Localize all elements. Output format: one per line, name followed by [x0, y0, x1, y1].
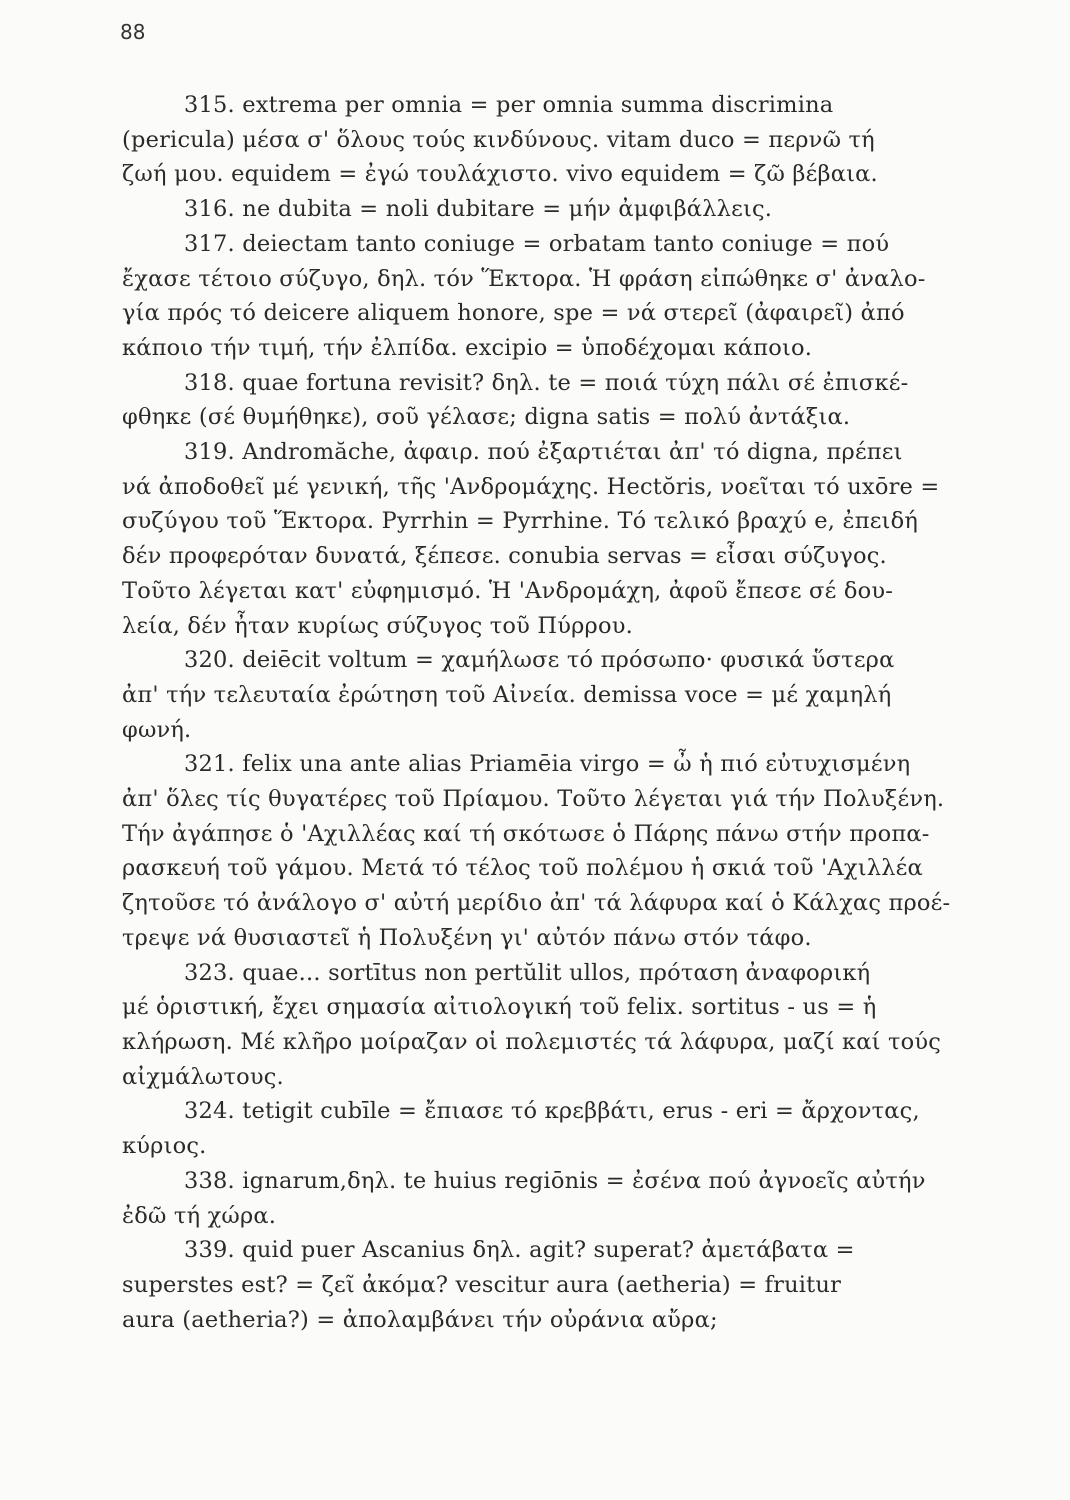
text-line: 323. quae... sortītus non pertŭlit ullos, πρόταση ἀναφορική — [184, 959, 871, 986]
text-line: κλήρωση. Μέ κλῆρο μοίραζαν οἱ πολεμιστές τά λάφυρα, μαζί καί τούς — [122, 1028, 942, 1055]
text-line: ἀπ' τήν τελευταία ἐρώτηση τοῦ Αἰνεία. demissa voce = μέ χαμηλή — [122, 681, 892, 708]
text-line: φθηκε (σέ θυμήθηκε), σοῦ γέλασε; digna satis = πολύ ἀντάξια. — [122, 404, 851, 431]
text-line: (pericula) μέσα σ' ὅλους τούς κινδύνους. vitam duco = περνῶ τή — [122, 126, 875, 153]
text-line: νά ἀποδοθεῖ μέ γενική, τῆς 'Ανδρομάχης. Hectŏris, νοεῖται τό uxōre = — [122, 473, 940, 500]
text-line: ἐδῶ τή χώρα. — [122, 1202, 277, 1229]
text-line: Τοῦτο λέγεται κατ' εὐφημισμό. Ἡ 'Ανδρομάχη, ἀφοῦ ἔπεσε σέ δου- — [122, 577, 893, 604]
commentary-text — [122, 88, 1009, 1337]
text-line: τρεψε νά θυσιαστεῖ ἡ Πολυξένη γι' αὐτόν πάνω στόν τάφο. — [122, 924, 812, 951]
text-line: λεία, δέν ἦταν κυρίως σύζυγος τοῦ Πύρρου. — [122, 612, 633, 639]
page-number: 88 — [120, 20, 146, 44]
text-line: 320. deiēcit voltum = χαμήλωσε τό πρόσωπο· φυσικά ὕστερα — [184, 647, 895, 674]
text-line: ἔχασε τέτοιο σύζυγο, δηλ. τόν Ἕκτορα. Ἡ φράση εἰπώθηκε σ' ἀναλο- — [122, 265, 926, 292]
text-line: 319. Andromăche, ἀφαιρ. πού ἐξαρτιέται ἀπ' τό digna, πρέπει — [184, 439, 903, 466]
text-line: ζωή μου. equidem = ἐγώ τουλάχιστο. vivo equidem = ζῶ βέβαια. — [122, 161, 878, 188]
text-line: αἰχμάλωτους. — [122, 1063, 284, 1090]
text-line: δέν προφερόταν δυνατά, ξέπεσε. conubia servas = εἶσαι σύζυγος. — [122, 543, 887, 570]
text-line: aura (aetheria?) = ἀπολαμβάνει τήν οὐράνια αὔρα; — [122, 1306, 718, 1333]
text-line: 317. deiectam tanto coniuge = orbatam tanto coniuge = πού — [184, 230, 890, 257]
text-line: 318. quae fortuna revisit? δηλ. te = ποιά τύχη πάλι σέ ἐπισκέ- — [184, 369, 909, 396]
text-line: 316. ne dubita = noli dubitare = μήν ἀμφιβάλλεις. — [184, 196, 773, 223]
text-line: 315. extrema per omnia = per omnia summa discrimina — [184, 92, 834, 118]
text-line: κάποιο τήν τιμή, τήν ἐλπίδα. excipio = ὑποδέχομαι κάποιο. — [122, 334, 813, 361]
text-line: συζύγου τοῦ Ἕκτορα. Pyrrhin = Pyrrhine. Τό τελικό βραχύ e, ἐπειδή — [122, 508, 919, 535]
text-line: κύριος. — [122, 1133, 207, 1160]
text-line: μέ ὁριστική, ἔχει σημασία αἰτιολογική τοῦ felix. sortitus - us = ἡ — [122, 994, 877, 1021]
text-line: superstes est? = ζεῖ ἀκόμα? vescitur aura (aetheria) = fruitur — [122, 1271, 842, 1298]
text-line: 338. ignarum,δηλ. te huius regiōnis = ἐσένα πού ἀγνοεῖς αὐτήν — [184, 1167, 926, 1194]
text-line: 339. quid puer Ascanius δηλ. agit? superat? ἀμετάβατα = — [184, 1237, 855, 1264]
text-line: ἀπ' ὅλες τίς θυγατέρες τοῦ Πρίαμου. Τοῦτο λέγεται γιά τήν Πολυξένη. — [122, 786, 945, 813]
text-line: 321. felix una ante alias Priamēia virgo = ὦ ἡ πιό εὐτυχισμένη — [184, 751, 911, 778]
text-line: ρασκευή τοῦ γάμου. Μετά τό τέλος τοῦ πολέμου ἡ σκιά τοῦ 'Αχιλλέα — [122, 855, 923, 882]
text-line: Τήν ἀγάπησε ὁ 'Αχιλλέας καί τή σκότωσε ὁ Πάρης πάνω στήν προπα- — [122, 820, 930, 847]
text-line: ζητοῦσε τό ἀνάλογο σ' αὐτή μερίδιο ἀπ' τά λάφυρα καί ὁ Κάλχας προέ- — [122, 890, 951, 917]
text-line: 324. tetigit cubīle = ἔπιασε τό κρεββάτι, erus - eri = ἄρχοντας, — [184, 1098, 920, 1125]
text-line: γία πρός τό deicere aliquem honore, spe = νά στερεῖ (ἀφαιρεῖ) ἀπό — [122, 300, 905, 327]
text-line: φωνή. — [122, 716, 192, 743]
